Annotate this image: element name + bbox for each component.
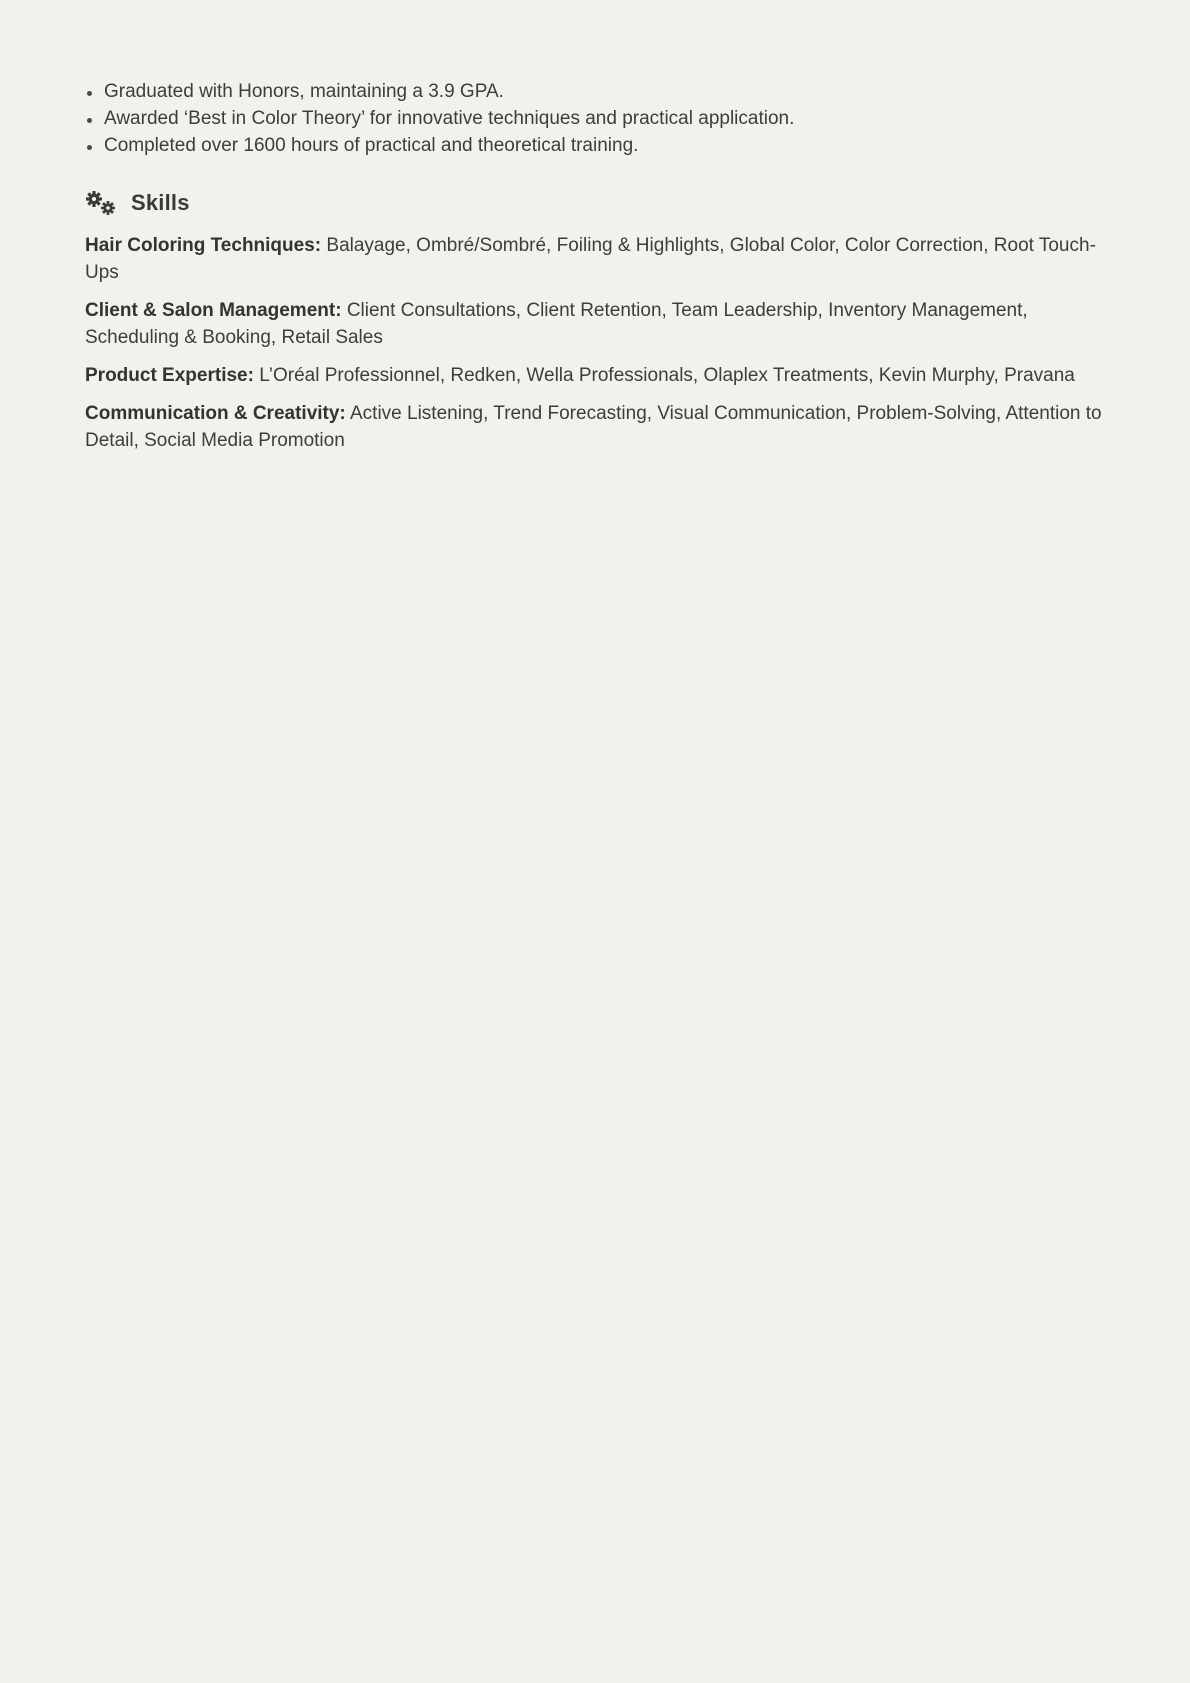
skills-list	[85, 232, 1105, 454]
education-honors-list	[85, 78, 1105, 159]
resume-page	[85, 78, 1105, 465]
list-item: Awarded ‘Best in Color Theory’ for innovative techniques and practical application.	[85, 105, 1105, 132]
skill-category-label: Product Expertise:	[85, 365, 254, 386]
skill-category-value: Client Consultations, Client Retention, Team Leadership, Inventory Management, Scheduling & Booking, Retail Sales	[85, 300, 1028, 348]
section-title: Skills	[131, 190, 190, 215]
gears-icon	[85, 190, 116, 216]
skill-category-value: L’Oréal Professionnel, Redken, Wella Professionals, Olaplex Treatments, Kevin Murphy, Pravana	[259, 365, 1075, 386]
skill-entry	[85, 297, 1105, 351]
skill-entry	[85, 362, 1105, 389]
list-item: Completed over 1600 hours of practical and theoretical training.	[85, 132, 1105, 159]
skill-category-value: Balayage, Ombré/Sombré, Foiling & Highlights, Global Color, Color Correction, Root Touch-Ups	[85, 235, 1096, 283]
skill-entry	[85, 232, 1105, 286]
skill-category-label: Client & Salon Management:	[85, 300, 342, 321]
skill-entry	[85, 400, 1105, 454]
skills-section-heading	[85, 188, 1105, 218]
skill-category-value: Active Listening, Trend Forecasting, Visual Communication, Problem-Solving, Attention to Detail, Social Media Promotion	[85, 403, 1102, 451]
skill-category-label: Hair Coloring Techniques:	[85, 235, 322, 256]
skill-category-label: Communication & Creativity:	[85, 403, 346, 424]
list-item: Graduated with Honors, maintaining a 3.9 GPA.	[85, 78, 1105, 105]
